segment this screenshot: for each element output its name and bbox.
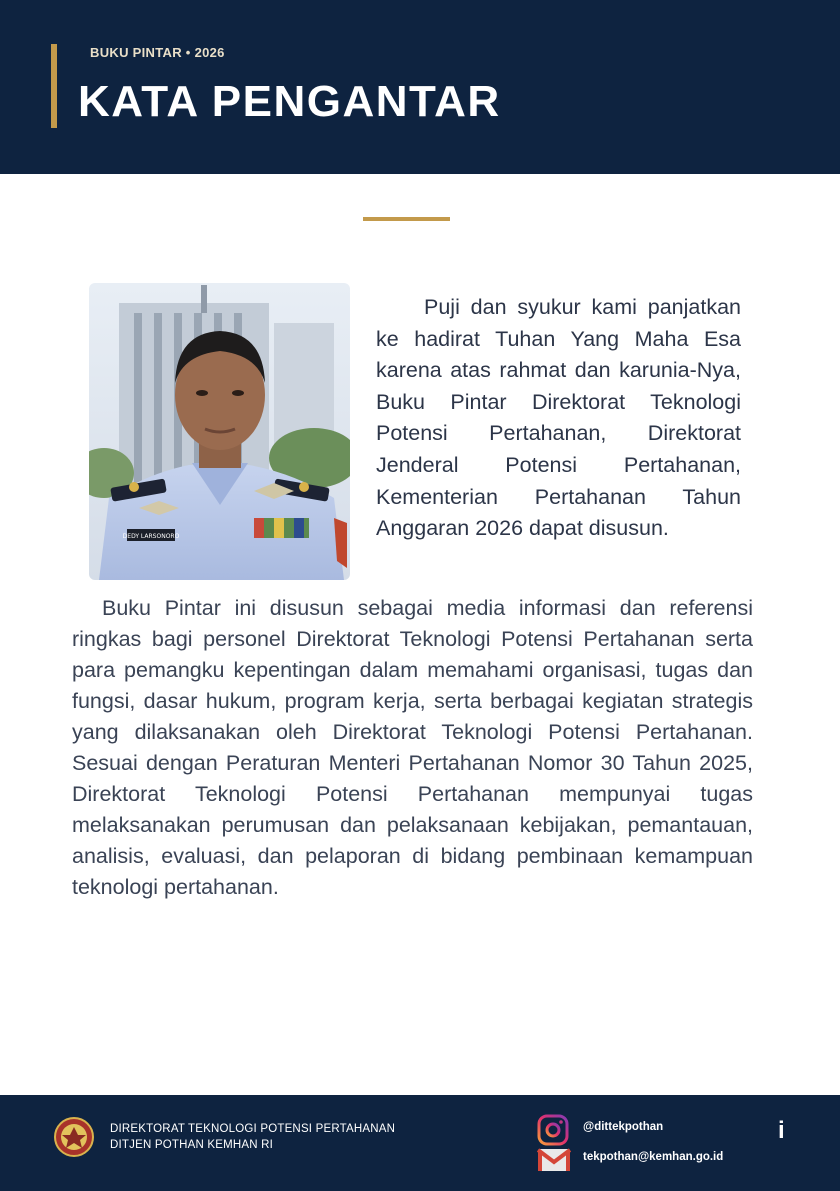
header-kicker: BUKU PINTAR • 2026 bbox=[90, 45, 225, 60]
page-number: i bbox=[778, 1117, 785, 1144]
header-accent-bar bbox=[51, 44, 57, 128]
intro-paragraph: Puji dan syukur kami panjatkan ke hadirat Tuhan Yang Maha Esa karena atas rahmat dan karunia-Nya, Buku Pintar Direktorat Teknologi Potensi Pertahanan, Direktorat Jenderal Potensi Pertahanan, Kementerian Pertahanan Tahun Anggaran 2026 dapat disusun. bbox=[376, 295, 741, 541]
name-tag: DEDY LARSONORO bbox=[122, 533, 180, 540]
instagram-handle[interactable]: @dittekpothan bbox=[583, 1121, 664, 1133]
contact-email[interactable]: tekpothan@kemhan.go.id bbox=[583, 1151, 724, 1163]
page-title: KATA PENGANTAR bbox=[78, 77, 501, 126]
page-footer bbox=[0, 1095, 840, 1191]
footer-org-line1: DIREKTORAT TEKNOLOGI POTENSI PERTAHANAN bbox=[110, 1123, 396, 1135]
mail-icon[interactable] bbox=[537, 1148, 571, 1172]
body-paragraph: Buku Pintar ini disusun sebagai media informasi dan referensi ringkas bagi personel Direktorat Teknologi Potensi Pertahanan serta para pemangku kepentingan dalam memahami organisasi, tugas dan fungsi, dasar hukum, program kerja, serta berbagai kegiatan strategis yang dilaksanakan oleh Direktorat Teknologi Potensi Pertahanan. Sesuai dengan Peraturan Menteri Pertahanan Nomor 30 Tahun 2025, Direktorat Teknologi Potensi Pertahanan mempunyai tugas melaksanakan perumusan dan pelaksanaan kebijakan, pemantauan, analisis, evaluasi, dan pelaporan di bidang pembinaan kemampuan teknologi pertahanan. bbox=[72, 596, 753, 899]
official-portrait-photo bbox=[89, 283, 350, 580]
footer-org-line2: DITJEN POTHAN KEMHAN RI bbox=[110, 1139, 274, 1151]
instagram-icon[interactable] bbox=[537, 1114, 569, 1146]
page-header bbox=[0, 0, 840, 174]
gold-divider bbox=[363, 217, 450, 221]
ministry-emblem-icon bbox=[54, 1117, 94, 1157]
